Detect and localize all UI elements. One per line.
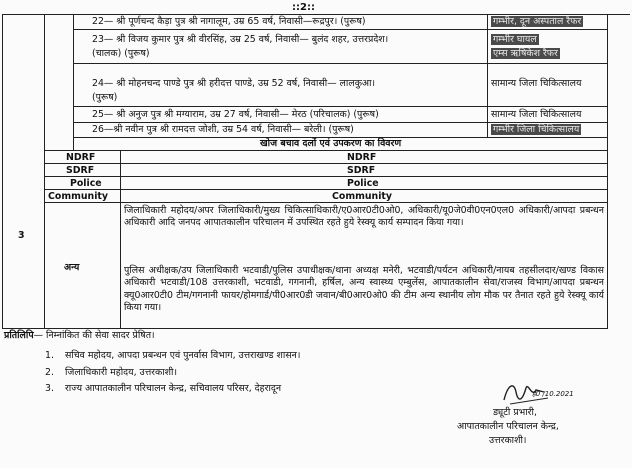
- casualty-row-cont: (पुरूष): [92, 92, 118, 103]
- row-divider: [44, 189, 608, 190]
- recipient-number: 1.: [45, 350, 54, 361]
- casualty-row: 25— श्री अनुज पुत्र श्री मग्याराम, उम्र 27 वर्ष, निवासी— मेरठ (परिचालक) (पुरूष): [92, 109, 379, 120]
- team-value-community: Community: [332, 191, 393, 202]
- hospital-status: सामान्य जिला चिकित्सालय: [491, 78, 582, 89]
- signature-line-1: ड्यूटी प्रभारी,: [493, 407, 537, 418]
- col-divider-hospital: [487, 14, 488, 137]
- table-top-border: [2, 14, 630, 15]
- row-divider: [44, 176, 608, 177]
- hospital-status: सामान्य जिला चिकित्सालय: [491, 109, 582, 120]
- team-label-sdrf: SDRF: [66, 165, 95, 176]
- other-label: अन्य: [64, 262, 80, 273]
- copy-intro: — निम्नांकित की सेवा सादर प्रेषित।: [33, 330, 155, 341]
- col-divider-serial: [44, 14, 45, 328]
- team-value-ndrf: NDRF: [347, 152, 377, 163]
- signature-line-3: उत्तरकाशी।: [489, 435, 527, 446]
- row-divider: [73, 63, 607, 64]
- casualty-row-cont: (चालक) (पुरूष): [92, 48, 150, 59]
- row-divider: [73, 29, 607, 30]
- hospital-status: गम्भीर, दून अस्पताल रैफर: [493, 16, 582, 27]
- officials-paragraph: जिलाधिकारी महोदय/अपर जिलाधिकारी/मुख्य चिकित्साधिकारी/ए0आर0टी0ओ0, अधिकारी/यू0जे0वी0एन0एल0 अधिकारी/आपदा प्रबन्धन अधिकारी आदि जनपद आपातकालीन परिचालन में उपस्थित रहते हुये रेस्क्यू कार्य सम्पादन किया गया।: [124, 205, 604, 229]
- row-divider: [44, 202, 608, 203]
- recipient-item: [45, 350, 300, 362]
- row-divider: [44, 163, 608, 164]
- team-label-ndrf: NDRF: [66, 152, 96, 163]
- table-bottom-border: [2, 328, 608, 329]
- col-divider-label-top: [73, 14, 74, 150]
- rescue-section-title: खोज बचाव दलों एवं उपकरण का विवरण: [260, 138, 402, 149]
- signature-date: ह0 /10.2021: [532, 390, 574, 398]
- team-value-police: Police: [347, 178, 379, 189]
- serial-number: 3: [18, 230, 25, 241]
- casualty-row: 23— श्री विजय कुमार पुत्र श्री वीरसिंह, उम्र 25 वर्ष, निवासी— बुलंद शहर, उत्तरप्रदेश।: [92, 34, 389, 45]
- team-value-sdrf: SDRF: [347, 165, 376, 176]
- rescue-paragraph: पुलिस अधीक्षक/उप जिलाधिकारी भटवाडी/पुलिस उपाधीक्षक/थाना अध्यक्ष मनेरी, भटवाडी/पर्यटन अधिकारी/नायब तहसीलदार/खण्ड विकास अधिकारी भटवाडी/108 उत्तरकाशी, भटवाडी, गगनानी, हर्षिल, अन्य स्वास्थ्य एम्बुलेंस, आपातकालीन सेवा/राजस्व विभाग/आपदा प्रबन्धन क्यू0आर0टी0 टीम/गगनानी फायर/होमगार्ड/पी0आर0डी जवान/बी0आर0ओ0 की टीम अन्य स्थानीय लोग मौक पर तैनात रहते हुये रेस्क्यू कार्य किया गया।: [124, 265, 604, 314]
- page-marker: ::2::: [292, 2, 315, 13]
- hospital-status: गम्भीर जिला चिकित्सालय: [493, 124, 580, 135]
- table-right-border: [607, 14, 608, 328]
- recipient-text: सचिव महोदय, आपदा प्रबन्धन एवं पुनर्वास विभाग, उत्तराखण्ड शासन।: [64, 350, 301, 361]
- recipient-number: 3.: [45, 383, 54, 394]
- hospital-status: गम्भीर घायल: [493, 34, 537, 45]
- casualty-row: 26—श्री नवीन पुत्र श्री रामदत्त जोशी, उम्र 54 वर्ष, निवासी— बरेली। (पुरूष): [92, 124, 354, 135]
- recipient-text: जिलाधिकारी महोदय, उत्तरकाशी।: [64, 367, 177, 378]
- row-divider: [73, 106, 607, 107]
- row-divider: [44, 150, 608, 151]
- casualty-row: 22— श्री पूर्णचन्द कैड़ा पुत्र श्री नागालूम, उम्र 65 वर्ष, निवासी—रूद्रपुर। (पुरूष): [92, 16, 366, 27]
- table-left-border: [2, 14, 3, 328]
- casualty-row: 24— श्री मोहनचन्द पाण्डे पुत्र श्री हरीदत्त पाण्डे, उम्र 52 वर्ष, निवासी— लालकुआ।: [92, 78, 376, 89]
- copy-heading: प्रतिलिपि: [4, 330, 34, 341]
- team-label-community: Community: [48, 191, 109, 202]
- recipient-item: [45, 383, 281, 395]
- recipient-number: 2.: [45, 367, 54, 378]
- hospital-status-cont: एम्स ऋषिकेश रैफर: [493, 48, 558, 59]
- recipient-item: [45, 367, 177, 379]
- team-label-police: Police: [70, 178, 102, 189]
- signature-line-2: आपातकालीन परिचालन केन्द्र,: [457, 421, 559, 432]
- row-divider: [73, 122, 607, 123]
- copy-line: [4, 330, 155, 342]
- recipient-text: राज्य आपातकालीन परिचालन केन्द्र, सचिवालय परिसर, देहरादून: [64, 383, 282, 394]
